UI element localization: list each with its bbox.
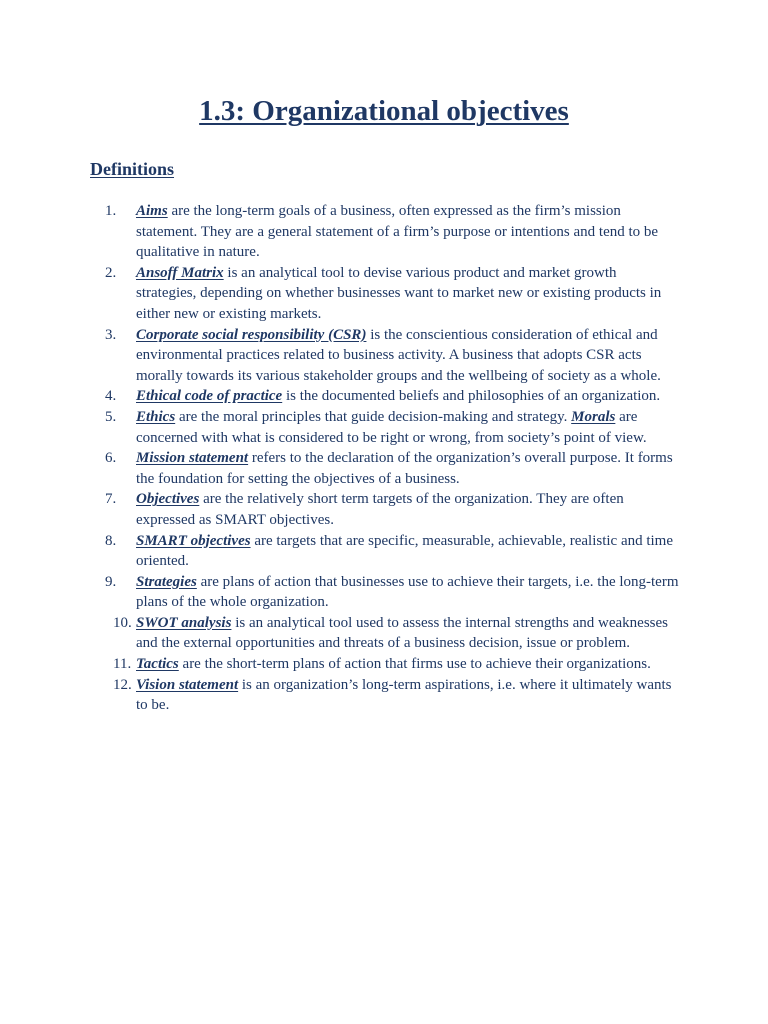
definition-text-secondary: are concerned with what is considered to be right or wrong, from society’s point of view.	[136, 408, 647, 446]
definition-number: 3.	[105, 326, 117, 343]
definition-term: SWOT analysis	[136, 614, 232, 631]
definition-term: Ethical code of practice	[136, 388, 283, 405]
definitions-list	[90, 201, 680, 716]
definition-text: are plans of action that businesses use to achieve their targets, i.e. the long-term plans of the whole organization.	[136, 573, 679, 611]
definition-text: are targets that are specific, measurable, achievable, realistic and time oriented.	[136, 532, 674, 570]
definition-term: Vision statement	[136, 676, 239, 693]
definition-number: 2.	[105, 264, 117, 281]
definition-text: is the documented beliefs and philosophies of an organization.	[282, 388, 661, 405]
definition-text: is an analytical tool to devise various product and market growth strategies, depending on whether businesses want to market new or existing products in either new or existing markets.	[136, 264, 662, 322]
definition-term: SMART objectives	[136, 532, 251, 549]
definition-number: 10.	[113, 614, 132, 631]
definition-item	[90, 613, 680, 654]
definition-term: Ethics	[136, 408, 176, 425]
definition-number: 11.	[113, 656, 132, 673]
definition-number: 5.	[105, 408, 117, 425]
definition-number: 7.	[105, 491, 117, 508]
definition-number: 12.	[113, 676, 132, 693]
definition-number: 8.	[105, 532, 117, 549]
definition-item	[90, 263, 680, 325]
definition-text: are the short-term plans of action that firms use to achieve their organizations.	[178, 656, 651, 673]
page-title: 1.3: Organizational objectives	[199, 95, 569, 127]
definition-item	[90, 531, 680, 572]
definition-term-secondary: Morals	[571, 408, 616, 425]
definition-number: 9.	[105, 573, 117, 590]
definition-term: Corporate social responsibility (CSR)	[136, 326, 367, 343]
definition-item	[90, 407, 680, 448]
definition-term: Mission statement	[136, 450, 249, 467]
definition-term: Tactics	[136, 656, 179, 673]
definition-item	[90, 572, 680, 613]
definition-text: is an analytical tool used to assess the internal strengths and weaknesses and the external opportunities and threats of a business decision, issue or problem.	[136, 614, 668, 652]
definition-item	[90, 325, 680, 387]
definition-text: are the relatively short term targets of the organization. They are often expressed as SMART objectives.	[136, 491, 624, 528]
definition-number: 6.	[105, 450, 117, 467]
definition-term: Strategies	[136, 573, 197, 590]
definition-text: are the moral principles that guide decision-making and strategy.	[175, 408, 572, 425]
definition-text: is the conscientious consideration of ethical and environmental practices related to business activity. A business that adopts CSR acts morally towards its various stakeholder groups and the wellbeing of society as a whole.	[136, 326, 661, 384]
definition-item	[90, 489, 680, 530]
definition-item	[90, 654, 680, 675]
definition-number: 1.	[105, 203, 117, 219]
definition-text: is an organization’s long-term aspirations, i.e. where it ultimately wants to be.	[136, 676, 672, 714]
definition-item	[90, 448, 680, 489]
definition-item	[90, 386, 680, 407]
definition-text: are the long-term goals of a business, often expressed as the firm’s mission statement. They are a general statement of a firm’s purpose or intentions and tend to be qualitative in nature.	[136, 203, 659, 261]
definition-term: Objectives	[136, 491, 200, 508]
definition-term: Aims	[136, 203, 168, 219]
definition-item	[90, 201, 680, 263]
definition-item	[90, 675, 680, 716]
definition-number: 4.	[105, 388, 117, 405]
definition-text: refers to the declaration of the organization’s overall purpose. It forms the foundation for setting the objectives of a business.	[136, 450, 673, 487]
section-heading-definitions: Definitions	[90, 159, 175, 179]
definition-term: Ansoff Matrix	[136, 264, 224, 281]
